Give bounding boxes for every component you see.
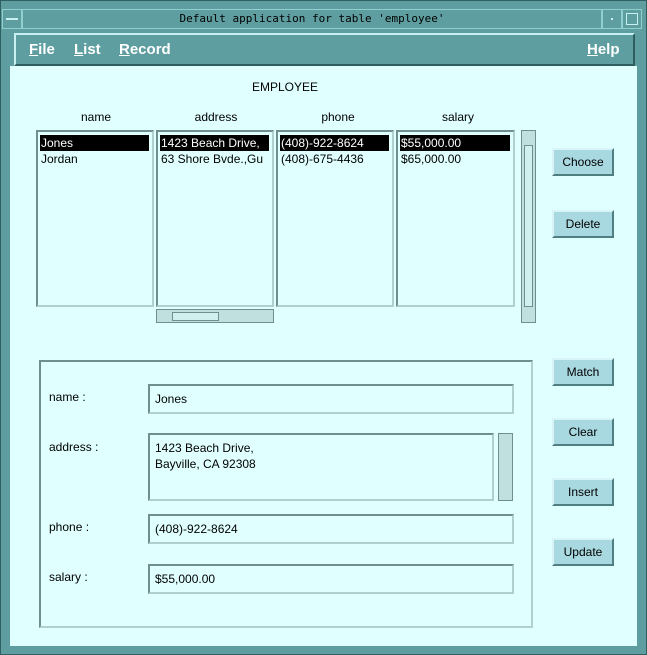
minimize-button[interactable] (602, 9, 622, 29)
list-item[interactable]: $55,000.00 (400, 135, 510, 151)
scrollbar-thumb[interactable] (524, 145, 533, 307)
scrollbar-thumb[interactable] (172, 312, 219, 321)
clear-button[interactable]: Clear (552, 418, 614, 446)
address-list[interactable] (156, 130, 274, 307)
name-field[interactable]: Jones (148, 384, 514, 414)
name-label: name : (49, 390, 86, 404)
column-header-name: name (80, 110, 112, 124)
menu-file[interactable]: File (29, 41, 55, 58)
phone-label: phone : (49, 520, 90, 534)
match-button[interactable]: Match (552, 358, 614, 386)
address-horizontal-scrollbar[interactable] (156, 309, 274, 323)
maximize-button[interactable] (622, 9, 642, 29)
salary-list[interactable] (396, 130, 515, 307)
list-item[interactable]: Jordan (41, 152, 78, 166)
list-item[interactable]: (408)-675-4436 (281, 152, 364, 166)
table-title: EMPLOYEE (251, 80, 319, 94)
list-item[interactable]: (408)-922-8624 (280, 135, 389, 151)
list-item[interactable]: 63 Shore Bvde.,Gu (161, 152, 264, 166)
menu-bar (14, 33, 635, 66)
column-header-address: address (194, 110, 238, 124)
list-item[interactable]: 1423 Beach Drive, (160, 135, 269, 151)
address-field[interactable] (148, 433, 494, 501)
column-header-phone: phone (321, 110, 355, 124)
phone-list[interactable] (276, 130, 394, 307)
menu-list[interactable]: List (74, 41, 101, 58)
name-list[interactable] (36, 130, 154, 307)
menu-record[interactable]: Record (119, 41, 171, 58)
window-menu-button[interactable] (2, 9, 22, 29)
phone-field[interactable]: (408)-922-8624 (148, 514, 514, 544)
address-line-1: 1423 Beach Drive, (155, 441, 254, 455)
address-vertical-scrollbar[interactable] (498, 433, 513, 501)
insert-button[interactable]: Insert (552, 478, 614, 506)
salary-label: salary : (49, 570, 88, 584)
window-title: Default application for table 'employee' (22, 9, 602, 29)
address-label: address : (49, 440, 99, 454)
list-item[interactable]: Jones (40, 135, 149, 151)
address-line-2: Bayville, CA 92308 (155, 457, 256, 471)
table-vertical-scrollbar[interactable] (521, 130, 536, 323)
delete-button[interactable]: Delete (552, 210, 614, 238)
menu-help[interactable]: Help (587, 41, 620, 58)
column-header-salary: salary (441, 110, 474, 124)
salary-field[interactable]: $55,000.00 (148, 564, 514, 594)
update-button[interactable]: Update (552, 538, 614, 566)
choose-button[interactable]: Choose (552, 148, 614, 176)
list-item[interactable]: $65,000.00 (401, 152, 462, 166)
